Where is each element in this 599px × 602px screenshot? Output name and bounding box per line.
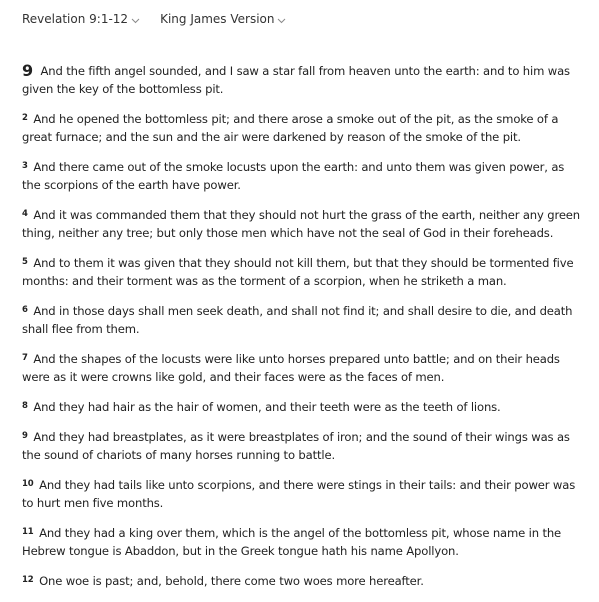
reference-picker[interactable] — [22, 12, 140, 26]
verse-text: And to them it was given that they should not kill them, but that they should be tormented five months: and their torment was as the torment of a scorpion, when he striketh a man. — [22, 256, 574, 288]
verse-number: 5 — [22, 257, 28, 267]
verse — [22, 110, 584, 146]
toolbar — [22, 10, 286, 28]
verse-number: 7 — [22, 353, 28, 363]
verse-text: One woe is past; and, behold, there come two woes more hereafter. — [39, 574, 424, 588]
verse — [22, 302, 584, 338]
verse-text: And he opened the bottomless pit; and there arose a smoke out of the pit, as the smoke of a great furnace; and the sun and the air were darkened by reason of the smoke of the pit. — [22, 112, 559, 144]
verse-number: 2 — [22, 113, 28, 123]
chapter-number: 9 — [22, 61, 33, 80]
verse — [22, 158, 584, 194]
passage-text — [22, 62, 584, 602]
verse-text: And it was commanded them that they should not hurt the grass of the earth, neither any green thing, neither any tree; but only those men which have not the seal of God in their foreheads. — [22, 208, 580, 240]
verse-text: And they had hair as the hair of women, and their teeth were as the teeth of lions. — [33, 400, 501, 414]
verse-number: 11 — [22, 527, 34, 537]
verse-number: 8 — [22, 401, 28, 411]
verse — [22, 62, 584, 98]
verse — [22, 476, 584, 512]
chevron-down-icon — [131, 16, 140, 25]
version-label: King James Version — [160, 12, 275, 26]
version-picker[interactable] — [160, 12, 286, 26]
verse-text: And they had breastplates, as it were breastplates of iron; and the sound of their wings was as the sound of chariots of many horses running to battle. — [22, 430, 570, 462]
verse-text: And in those days shall men seek death, and shall not find it; and shall desire to die, and death shall flee from them. — [22, 304, 573, 336]
verse-number: 3 — [22, 161, 28, 171]
verse-number: 6 — [22, 305, 28, 315]
verse — [22, 572, 584, 590]
verse — [22, 206, 584, 242]
reference-label: Revelation 9:1-12 — [22, 12, 129, 26]
verse — [22, 524, 584, 560]
verse-text: And the fifth angel sounded, and I saw a star fall from heaven unto the earth: and to him was given the key of the bottomless pit. — [22, 64, 570, 96]
verse-text: And the shapes of the locusts were like unto horses prepared unto battle; and on their heads were as it were crowns like gold, and their faces were as the faces of men. — [22, 352, 560, 384]
verse-text: And there came out of the smoke locusts upon the earth: and unto them was given power, as the scorpions of the earth have power. — [22, 160, 565, 192]
verse — [22, 428, 584, 464]
verse-number: 9 — [22, 431, 28, 441]
verse-number: 4 — [22, 209, 28, 219]
verse-text: And they had tails like unto scorpions, and there were stings in their tails: and their power was to hurt men five months. — [22, 478, 576, 510]
verse — [22, 398, 584, 416]
verse-number: 10 — [22, 479, 34, 489]
chevron-down-icon — [277, 16, 286, 25]
verse-number: 12 — [22, 575, 34, 585]
verse — [22, 350, 584, 386]
verse — [22, 254, 584, 290]
verse-text: And they had a king over them, which is the angel of the bottomless pit, whose name in the Hebrew tongue is Abaddon, but in the Greek tongue hath his name Apollyon. — [22, 526, 562, 558]
